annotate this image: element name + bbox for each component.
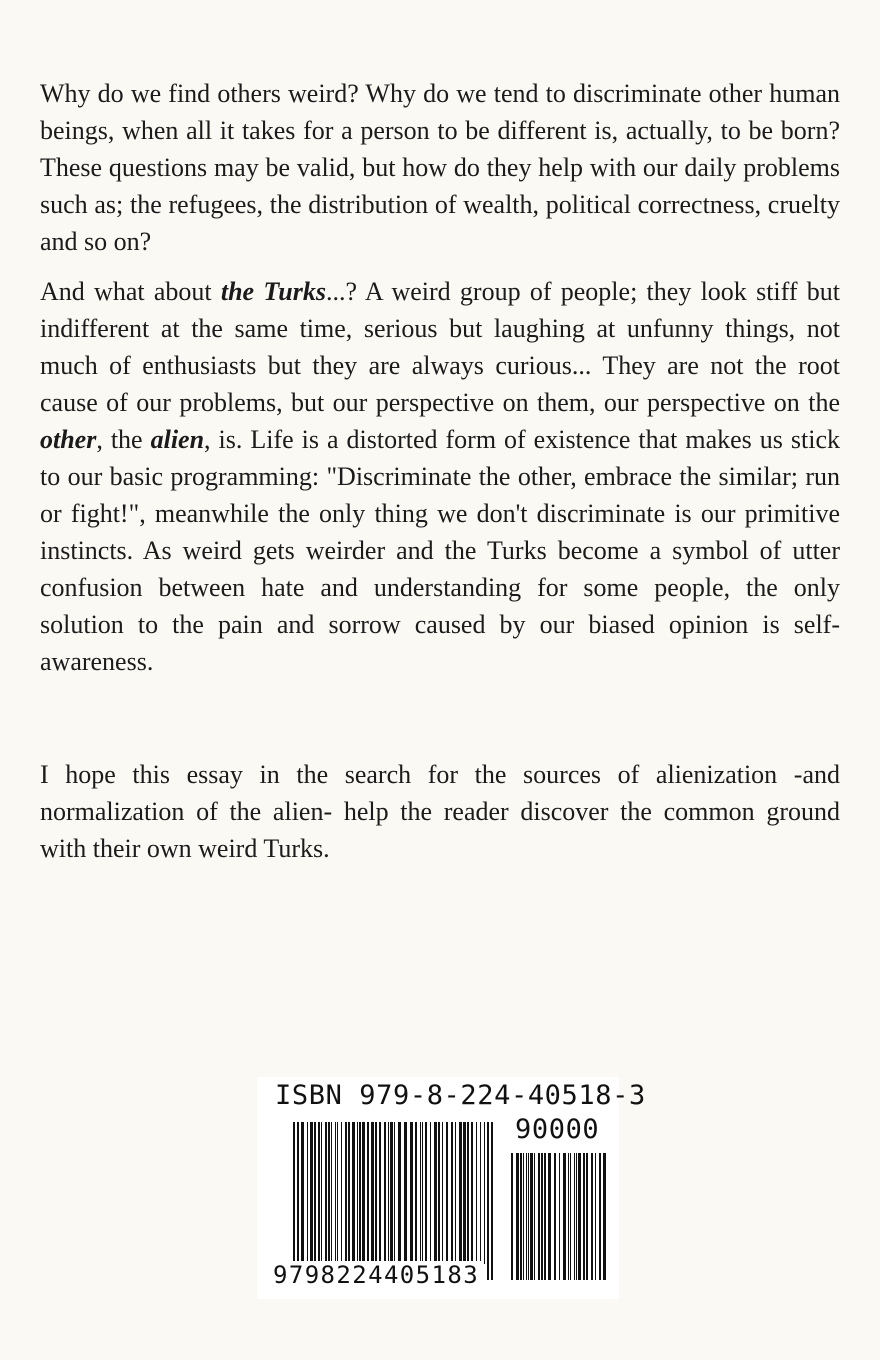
- barcode-bar: [410, 1122, 413, 1264]
- barcode-digits: 9798224405183: [273, 1261, 480, 1289]
- addon-bar: [563, 1153, 566, 1280]
- barcode-bar: [348, 1122, 350, 1264]
- paragraph-closing: I hope this essay in the search for the sources of alienization -and normalization of the alien- help the reader discover the common ground with their own weird Turks.: [40, 760, 840, 863]
- barcode-bar: [438, 1122, 440, 1264]
- addon-bar: [544, 1153, 546, 1280]
- isbn-barcode: [257, 1077, 646, 1299]
- barcode-bar: [325, 1122, 327, 1264]
- barcode-bar: [359, 1122, 361, 1264]
- emphasis-the-turks: the Turks: [220, 277, 326, 306]
- barcode-bar: [352, 1122, 355, 1264]
- barcode-bar: [455, 1122, 456, 1264]
- paragraph-turks-text-4: , is. Life is a distorted form of existence that makes us stick to our basic programming: "Discriminate the other, embrace the similar; run or fight!", meanwhile the only thing we don't discriminate is our primitive instincts. As weird gets weirder and the Turks become a symbol of utter confusion between hate and understanding for some people, the only solution to the pain and sorrow caused by our biased opinion is self-awareness.: [40, 425, 840, 676]
- addon-bar: [548, 1153, 551, 1280]
- addon-bar: [568, 1153, 569, 1280]
- barcode-bar: [314, 1122, 316, 1264]
- paragraph-turks-text-3: , the: [96, 425, 151, 454]
- addon-bar: [586, 1153, 588, 1280]
- addon-bar: [603, 1153, 606, 1280]
- barcode-bar: [459, 1122, 462, 1264]
- barcode-bar: [430, 1122, 431, 1264]
- addon-bar: [591, 1153, 593, 1280]
- addon-bar: [526, 1153, 527, 1280]
- barcode-bar: [480, 1122, 481, 1264]
- barcode-bar: [357, 1122, 358, 1264]
- addon-bar: [576, 1153, 577, 1280]
- barcode-bar: [484, 1122, 485, 1264]
- addon-bar: [595, 1153, 596, 1280]
- emphasis-other: other: [40, 425, 97, 454]
- addon-bar: [599, 1153, 601, 1280]
- barcode-bar: [446, 1122, 448, 1264]
- barcode-bar: [321, 1122, 322, 1264]
- barcode-bar: [415, 1122, 417, 1264]
- barcode-bar: [318, 1122, 320, 1264]
- barcode-bar: [310, 1122, 313, 1264]
- barcode-bar: [425, 1122, 427, 1264]
- barcode-guard-bar: [297, 1122, 299, 1280]
- barcode-bar: [422, 1122, 423, 1264]
- barcode-bar: [463, 1122, 466, 1264]
- paragraph-turks-text-2: ...? A weird group of people; they look stiff but indifferent at the same time, serious but laughing at unfunny things, not much of enthusiasts but they are always curious... They are not the root cause of our problems, but our perspective on them, our perspective on the: [40, 277, 840, 417]
- barcode-bar: [301, 1122, 304, 1264]
- addon-bar: [578, 1153, 581, 1280]
- emphasis-alien: alien: [150, 425, 205, 454]
- barcode-bar: [451, 1122, 453, 1264]
- barcode-bar: [345, 1122, 347, 1264]
- barcode-bar: [384, 1122, 386, 1264]
- barcode-bar: [471, 1122, 473, 1264]
- barcode-bar: [379, 1122, 381, 1264]
- barcode-bar: [367, 1122, 369, 1264]
- barcode-guard-bar: [293, 1122, 295, 1280]
- addon-bar: [530, 1153, 533, 1280]
- barcode-bar: [337, 1122, 338, 1264]
- addon-bar: [583, 1153, 585, 1280]
- addon-bar: [511, 1153, 513, 1280]
- addon-bar: [538, 1153, 540, 1280]
- isbn-label: ISBN 979-8-224-40518-3: [275, 1080, 646, 1111]
- paragraph-turks: [40, 273, 840, 680]
- barcode-bar: [476, 1122, 477, 1264]
- barcode-bar: [442, 1122, 443, 1264]
- barcode-bar: [390, 1122, 393, 1264]
- addon-bar: [559, 1153, 560, 1280]
- barcode-bar: [331, 1122, 332, 1264]
- addon-bar: [516, 1153, 519, 1280]
- barcode-bar: [371, 1122, 374, 1264]
- barcode-bar: [335, 1122, 336, 1264]
- addon-bar: [528, 1153, 529, 1280]
- addon-bar: [554, 1153, 556, 1280]
- barcode-bar: [398, 1122, 401, 1264]
- barcode-bar: [388, 1122, 389, 1264]
- barcode-bar: [328, 1122, 330, 1264]
- barcode-bar: [307, 1122, 308, 1264]
- barcode-bar: [467, 1122, 469, 1264]
- barcode-bar: [362, 1122, 365, 1264]
- barcode-bar: [420, 1122, 421, 1264]
- addon-bar: [541, 1153, 543, 1280]
- addon-bar: [520, 1153, 522, 1280]
- addon-bar: [534, 1153, 535, 1280]
- barcode-guard-bar: [487, 1122, 489, 1280]
- barcode-bar: [404, 1122, 407, 1264]
- barcode-bar: [341, 1122, 342, 1264]
- barcode-bar: [394, 1122, 395, 1280]
- paragraph-turks-text-1: And what about: [40, 277, 221, 306]
- barcode-bar: [375, 1122, 377, 1264]
- barcode-bar: [434, 1122, 437, 1264]
- addon-bar: [523, 1153, 524, 1280]
- paragraph-intro: Why do we find others weird? Why do we tend to discriminate other human beings, when all it takes for a person to be different is, actually, to be born? These questions may be valid, but how do they help with our daily problems such as; the refugees, the distribution of wealth, political correctness, cruelty and so on?: [40, 79, 840, 256]
- addon-bar: [570, 1153, 571, 1280]
- addon-bar: [574, 1153, 575, 1280]
- barcode-guard-bar: [491, 1122, 493, 1280]
- addon-price-label: 90000: [515, 1114, 600, 1145]
